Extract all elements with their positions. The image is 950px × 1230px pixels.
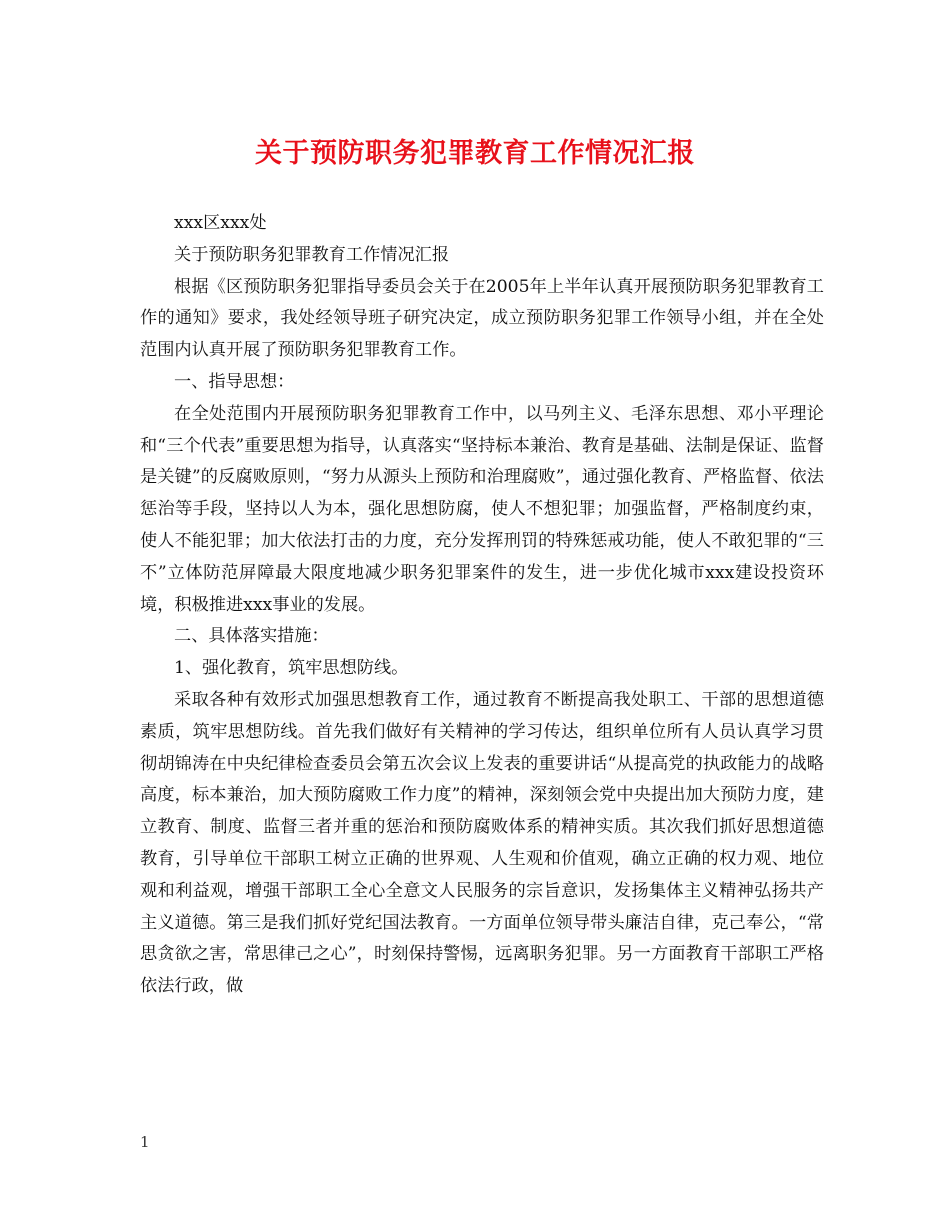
subsection-heading-education: 1、强化教育，筑牢思想防线。 bbox=[174, 658, 409, 679]
paragraph-sender: xxx区xxx处 bbox=[174, 213, 267, 233]
page-number: 1 bbox=[140, 1133, 150, 1151]
paragraph-intro: 根据《区预防职务犯罪指导委员会关于在2005年上半年认真开展预防职务犯罪教育工作的通知》要求，我处经领导班子研究决定，成立预防职务犯罪工作领导小组，并在全处范围内认真开展了预防职务犯罪教育工作。 bbox=[140, 276, 824, 361]
paragraph-guiding-thought: 在全处范围内开展预防职务犯罪教育工作中，以马列主义、毛泽东思想、邓小平理论和“三个代表”重要思想为指导，认真落实“坚持标本兼治、教育是基础、法制是保证、监督是关键”的反腐败原则，“努力从源头上预防和治理腐败”，通过强化教育、严格监督、依法惩治等手段，坚持以人为本，强化思想防腐，使人不想犯罪；加强监督，严格制度约束，使人不能犯罪；加大依法打击的力度，充分发挥刑罚的特殊惩戒功能，使人不敢犯罪的“三不”立体防范屏障最大限度地减少职务犯罪案件的发生，进一步优化城市xxx建设投资环境，积极推进xxx事业的发展。 bbox=[140, 403, 824, 615]
paragraph-education: 采取各种有效形式加强思想教育工作，通过教育不断提高我处职工、干部的思想道德素质，筑牢思想防线。首先我们做好有关精神的学习传达，组织单位所有人员认真学习贯彻胡锦涛在中央纪律检查委员会第五次会议上发表的重要讲话“从提高党的执政能力的战略高度，标本兼治，加大预防腐败工作力度”的精神，深刻领会党中央提出加大预防力度，建立教育、制度、监督三者并重的惩治和预防腐败体系的精神实质。其次我们抓好思想道德教育，引导单位干部职工树立正确的世界观、人生观和价值观，确立正确的权力观、地位观和利益观，增强干部职工全心全意文人民服务的宗旨意识，发扬集体主义精神弘扬共产主义道德。第三是我们抓好党纪国法教育。一方面单位领导带头廉洁自律，克己奉公，“常思贪欲之害，常思律己之心”，时刻保持警惕，远离职务犯罪。另一方面教育干部职工严格依法行政，做 bbox=[140, 689, 824, 997]
document-body bbox=[140, 208, 824, 1003]
section-heading-measures: 二、具体落实措施： bbox=[174, 626, 329, 647]
paragraph-subject: 关于预防职务犯罪教育工作情况汇报 bbox=[174, 244, 450, 265]
section-heading-guiding-thought: 一、指导思想： bbox=[174, 371, 295, 392]
document-title: 关于预防职务犯罪教育工作情况汇报 bbox=[255, 138, 695, 169]
